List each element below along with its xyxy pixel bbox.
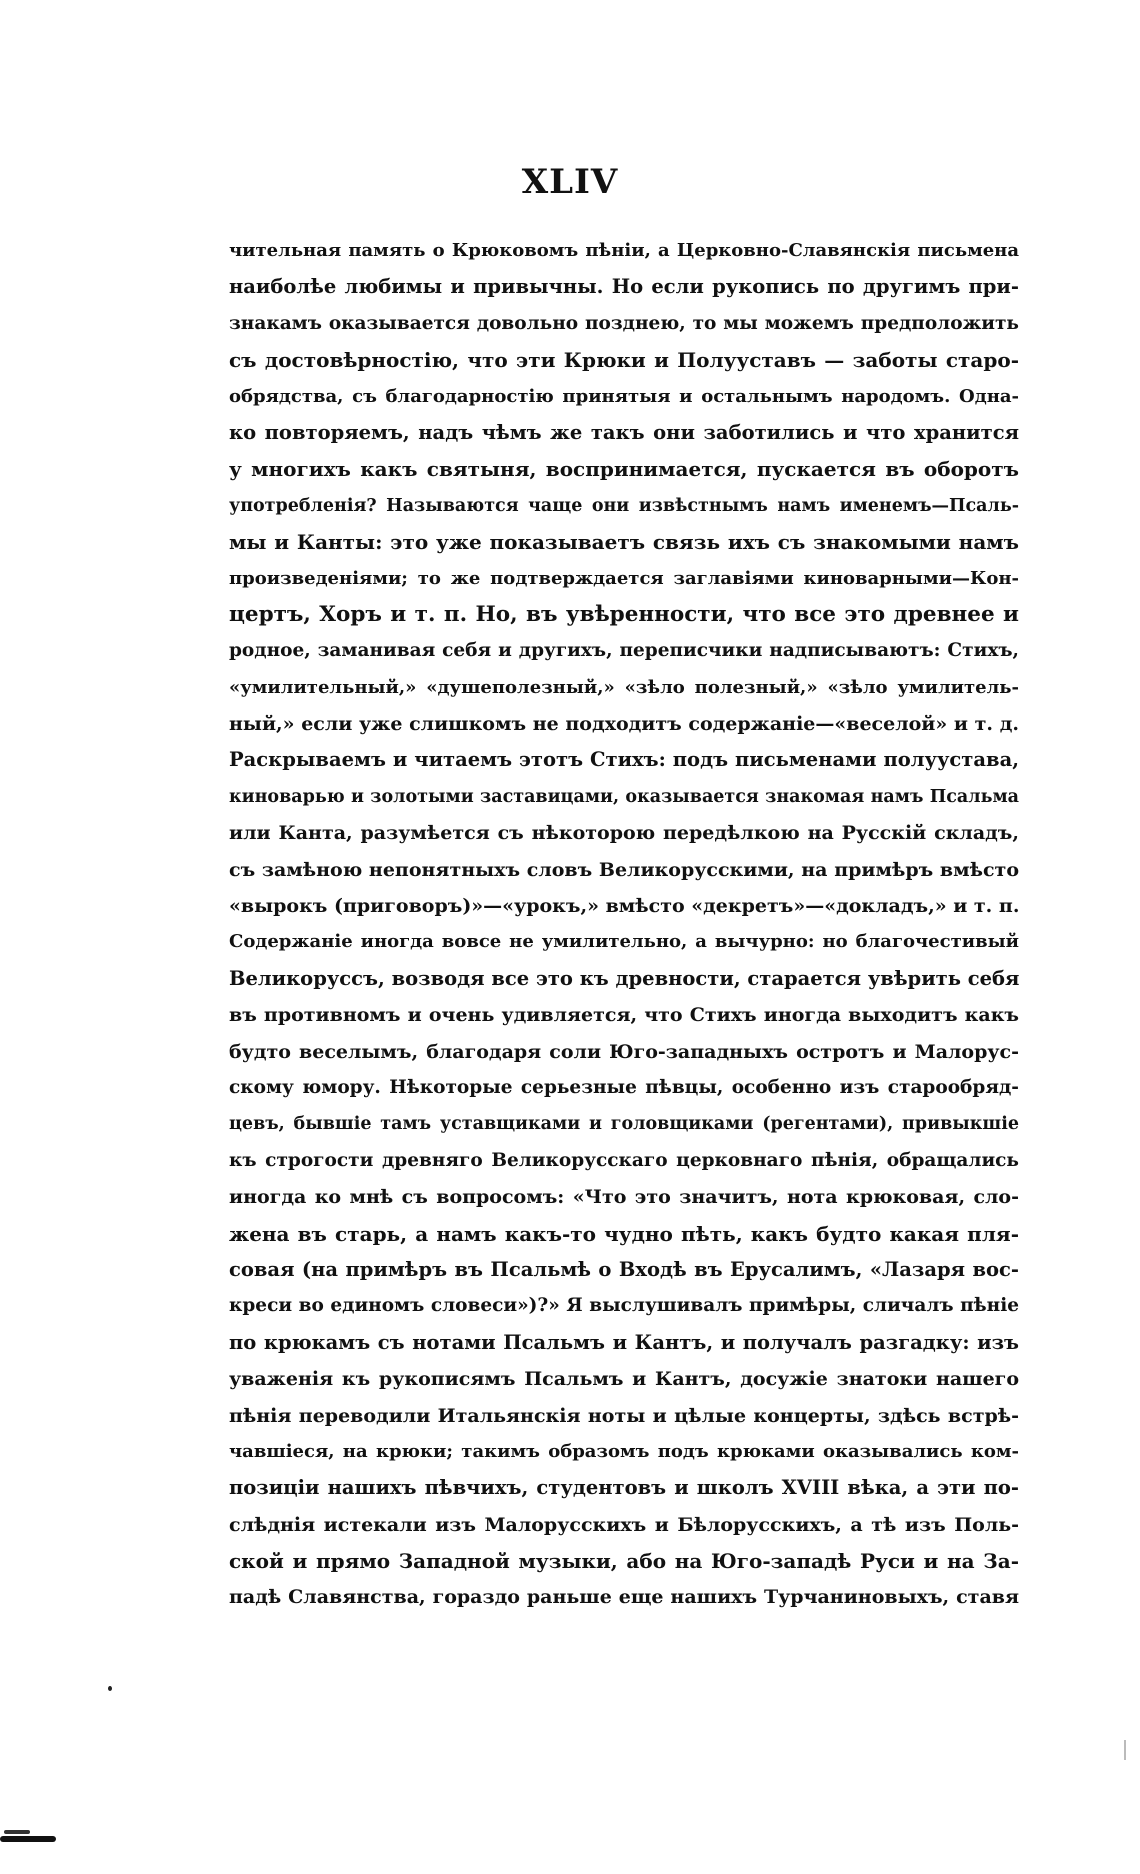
text-line: Великоруссъ, возводя все это къ древности, старается увѣрить себя bbox=[229, 966, 1019, 990]
text-line: скому юмору. Нѣкоторые серьезные пѣвцы, особенно изъ старообряд- bbox=[229, 1076, 1019, 1098]
text-line: иногда ко мнѣ съ вопросомъ: «Что это значитъ, нота крюковая, сло- bbox=[229, 1186, 1019, 1209]
text-line: съ замѣною непонятныхъ словъ Великорусскими, на примѣръ вмѣсто bbox=[229, 858, 1019, 881]
text-line: совая (на примѣръ въ Псальмѣ о Входѣ въ Ерусалимъ, «Лазаря вос- bbox=[229, 1257, 1019, 1281]
text-line: родное, заманивая себя и другихъ, переписчики надписываютъ: Стихъ, bbox=[229, 640, 1019, 662]
text-line: мы и Канты: это уже показываетъ связь ихъ съ знакомыми намъ bbox=[229, 530, 1019, 555]
text-line: къ строгости древняго Великорусскаго церковнаго пѣнія, обращались bbox=[229, 1149, 1019, 1171]
text-line: обрядства, съ благодарностію принятыя и остальнымъ народомъ. Одна- bbox=[229, 385, 1019, 407]
text-line: «вырокъ (приговоръ)»—«урокъ,» вмѣсто «декретъ»—«докладъ,» и т. п. bbox=[229, 895, 1019, 918]
scan-edge-mark bbox=[4, 1830, 30, 1834]
text-line: наиболѣе любимы и привычны. Но если рукопись по другимъ при- bbox=[229, 275, 1019, 299]
scan-speck bbox=[108, 1686, 112, 1691]
text-line: чительная память о Крюковомъ пѣніи, а Церковно-Славянскія письмена bbox=[229, 240, 1019, 261]
text-line: жена въ старь, а намъ какъ-то чудно пѣть, какъ будто какая пля- bbox=[229, 1221, 1019, 1246]
text-line: пѣнія переводили Итальянскія ноты и цѣлые концерты, здѣсь встрѣ- bbox=[229, 1404, 1019, 1427]
text-line: киноварью и золотыми заставицами, оказывается знакомая намъ Псальма bbox=[229, 786, 1019, 807]
text-line: позиціи нашихъ пѣвчихъ, студентовъ и школъ XVIII вѣка, а эти по- bbox=[229, 1476, 1019, 1500]
text-line: или Канта, разумѣется съ нѣкоторою передѣлкою на Русскій складъ, bbox=[229, 822, 1019, 845]
text-line: падѣ Славянства, гораздо раньше еще нашихъ Турчаниновыхъ, ставя bbox=[229, 1586, 1019, 1609]
text-line: по крюкамъ съ нотами Псальмъ и Кантъ, и получалъ разгадку: изъ bbox=[229, 1330, 1019, 1354]
body-text bbox=[229, 233, 1019, 1616]
text-line: цертъ, Хоръ и т. п. Но, въ увѣренности, что все это древнее и bbox=[229, 601, 1019, 627]
text-line: произведеніями; то же подтверждается заглавіями киноварными—Кон- bbox=[229, 567, 1019, 589]
text-line: «умилительный,» «душеполезный,» «зѣло полезный,» «зѣло умилитель- bbox=[229, 676, 1019, 698]
text-line: знакамъ оказывается довольно позднею, то мы можемъ предположить bbox=[229, 312, 1019, 334]
text-line: у многихъ какъ святыня, воспринимается, пускается въ оборотъ bbox=[229, 457, 1019, 482]
text-line: употребленія? Называются чаще они извѣстнымъ намъ именемъ—Псаль- bbox=[229, 495, 1019, 516]
text-line: въ противномъ и очень удивляется, что Стихъ иногда выходитъ какъ bbox=[229, 1004, 1019, 1027]
text-line: ко повторяемъ, надъ чѣмъ же такъ они заботились и что хранится bbox=[229, 420, 1019, 444]
text-line: ный,» если уже слишкомъ не подходитъ содержаніе—«веселой» и т. д. bbox=[229, 713, 1019, 736]
text-line: ской и прямо Западной музыки, або на Юго-западѣ Руси и на За- bbox=[229, 1549, 1019, 1574]
text-line: уваженія къ рукописямъ Псальмъ и Кантъ, досужіе знатоки нашего bbox=[229, 1368, 1019, 1391]
text-line: чавшіеся, на крюки; такимъ образомъ подъ крюками оказывались ком- bbox=[229, 1440, 1019, 1462]
text-line: будто веселымъ, благодаря соли Юго-западныхъ остротъ и Малорус- bbox=[229, 1040, 1019, 1063]
text-line: съ достовѣрностію, что эти Крюки и Полууставъ — заботы старо- bbox=[229, 348, 1019, 373]
scan-edge-mark bbox=[1124, 1740, 1126, 1760]
text-line: слѣднія истекали изъ Малорусскихъ и Бѣлорусскихъ, а тѣ изъ Поль- bbox=[229, 1513, 1019, 1536]
text-line: цевъ, бывшіе тамъ уставщиками и головщиками (регентами), привыкшіе bbox=[229, 1114, 1019, 1135]
text-line: Содержаніе иногда вовсе не умилительно, а вычурно: но благочестивый bbox=[229, 931, 1019, 953]
scan-edge-mark bbox=[0, 1836, 56, 1842]
page-number: XLIV bbox=[521, 162, 619, 202]
text-line: креси во единомъ словеси»)?» Я выслушивалъ примѣры, сличалъ пѣніе bbox=[229, 1295, 1019, 1317]
text-line: Раскрываемъ и читаемъ этотъ Стихъ: подъ письменами полуустава, bbox=[229, 748, 1019, 772]
